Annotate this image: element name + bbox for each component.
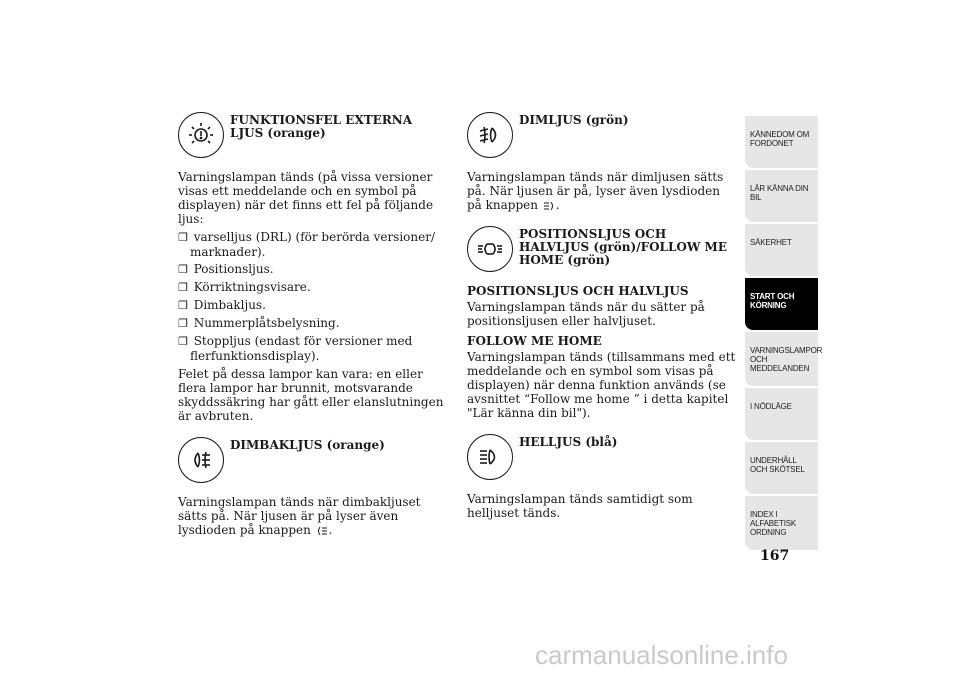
list-item: ❐ Positionsljus. — [178, 262, 274, 276]
section-front-fog-light — [467, 112, 737, 164]
section-position-light — [467, 226, 737, 278]
front-fog-light-icon — [467, 112, 513, 158]
list-item: ❐ varselljus (DRL) (för berörda versioner/ marknader). — [178, 230, 436, 259]
list-item: ❐ Nummerplåtsbelysning. — [178, 316, 340, 330]
paragraph: Varningslampan tänds när dimbakljuset sätts på. När ljusen är på lyser även lysdioden på knappen . — [178, 495, 421, 537]
tab-varningslampor[interactable]: VARNINGSLAMPOR OCH MEDDELANDEN — [745, 332, 818, 386]
paragraph: Varningslampan tänds (tillsammans med ett meddelande och en symbol som visas på displayen) när denna funktion används (se avsnittet “Follow me home ” i detta kapitel "Lär känna din bil"). — [467, 350, 736, 420]
list-item: ❐ Körriktningsvisare. — [178, 280, 311, 294]
subheading: FOLLOW ME HOME — [467, 334, 602, 348]
paragraph: Felet på dessa lampor kan vara: en eller flera lampor har brunnit, motsvarande skyddssäkring har gått eller elanslutningen är avbruten. — [178, 367, 444, 423]
section-high-beam — [467, 434, 737, 486]
section-exterior-light-fault — [178, 112, 448, 164]
chapter-tabs — [745, 116, 823, 552]
list-item: ❐ Dimbakljus. — [178, 298, 266, 312]
watermark: carmanualsonline.info — [535, 640, 788, 670]
rear-fog-light-icon — [178, 437, 224, 483]
tab-underhall[interactable]: UNDERHÅLL OCH SKÖTSEL — [745, 442, 818, 494]
section-rear-fog-light — [178, 437, 448, 489]
rear-fog-button-icon — [315, 525, 329, 537]
tab-sakerhet[interactable]: SÄKERHET — [745, 224, 818, 276]
left-column — [178, 112, 448, 541]
tab-index[interactable]: INDEX I ALFABETISK ORDNING — [745, 496, 818, 550]
paragraph: Varningslampan tänds samtidigt som helljuset tänds. — [467, 492, 693, 520]
section-title: FUNKTIONSFEL EXTERNA LJUS (orange) — [230, 113, 413, 140]
paragraph: Varningslampan tänds när du sätter på positionsljusen eller halvljuset. — [467, 300, 705, 328]
tab-start-korning[interactable]: START OCH KÖRNING — [745, 278, 818, 330]
front-fog-button-icon — [542, 200, 556, 212]
exterior-light-fault-icon — [178, 112, 224, 158]
high-beam-icon — [467, 434, 513, 480]
section-title: DIMBAKLJUS (orange) — [230, 438, 385, 452]
tab-nodlage[interactable]: I NÖDLÄGE — [745, 388, 818, 440]
list-item: ❐ Stoppljus (endast för versioner med flerfunktionsdisplay). — [178, 334, 413, 363]
position-light-icon — [467, 226, 513, 272]
right-column — [467, 112, 737, 524]
section-title: POSITIONSLJUS OCH HALVLJUS (grön)/FOLLOW ME HOME (grön) — [519, 227, 727, 267]
page-number: 167 — [760, 548, 790, 564]
tab-kannedom[interactable]: KÄNNEDOM OM FORDONET — [745, 116, 818, 168]
paragraph: Varningslampan tänds när dimljusen sätts på. När ljusen är på, lyser även lysdioden på knappen . — [467, 170, 724, 212]
section-title: HELLJUS (blå) — [519, 435, 618, 449]
fault-light-list — [178, 230, 448, 363]
section-title: DIMLJUS (grön) — [519, 113, 629, 127]
tab-lar-kanna[interactable]: LÄR KÄNNA DIN BIL — [745, 170, 818, 222]
paragraph: Varningslampan tänds (på vissa versioner visas ett meddelande och en symbol på displayen) när det finns ett fel på följande ljus: — [178, 170, 434, 226]
subheading: POSITIONSLJUS OCH HALVLJUS — [467, 284, 689, 298]
